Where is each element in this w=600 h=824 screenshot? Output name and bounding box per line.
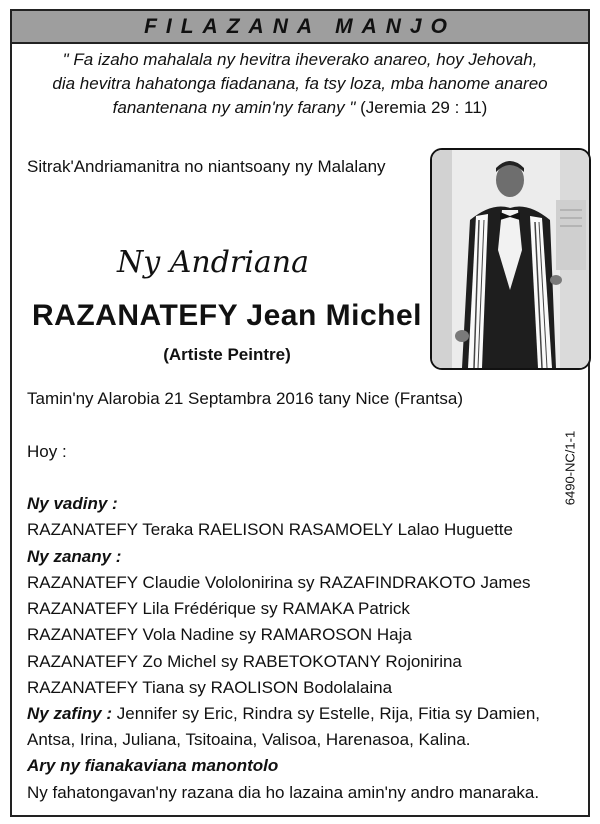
deceased-title: (Artiste Peintre) [163, 345, 291, 364]
child-line: RAZANATEFY Tiana sy RAOLISON Bodolalaina [27, 678, 393, 697]
death-notice: Tamin'ny Alarobia 21 Septambra 2016 tany Nice (Frantsa) [27, 389, 464, 408]
verse-line-3: fanantenana ny amin'ny farany " [112, 98, 356, 117]
grandchildren-names-2: Antsa, Irina, Juliana, Tsitoaina, Valisoa, Harenasoa, Kalina. [27, 730, 471, 749]
honorific-script: Ny Andriana [117, 245, 309, 280]
closing-note: Ny fahatongavan'ny razana dia ho lazaina amin'ny andro manaraka. [27, 783, 540, 802]
verse-line-1: " Fa izaho mahalala ny hevitra iheverako anareo, hoy Jehovah, [62, 50, 538, 69]
spouse-name: RAZANATEFY Teraka RAELISON RASAMOELY Lalao Huguette [27, 520, 513, 539]
grandchildren-names-1: Jennifer sy Eric, Rindra sy Estelle, Rija, Fitia sy Damien, [112, 704, 540, 723]
hoy-label: Hoy : [27, 442, 67, 461]
notice-frame [10, 9, 590, 817]
child-line: RAZANATEFY Lila Frédérique sy RAMAKA Patrick [27, 599, 410, 618]
children-heading: Ny zanany : [27, 547, 122, 566]
verse-reference: (Jeremia 29 : 11) [355, 98, 488, 117]
ad-reference-text: 6490-NC/1-1 [562, 430, 578, 506]
child-line: RAZANATEFY Vola Nadine sy RAMAROSON Haja [27, 625, 412, 644]
grandchildren-heading: Ny zafiny : [27, 704, 113, 723]
portrait-photo [430, 148, 591, 370]
intro-text: Sitrak'Andriamanitra no niantsoany ny Malalany [27, 157, 386, 176]
bible-verse [20, 48, 580, 120]
child-line: RAZANATEFY Claudie Vololonirina sy RAZAFINDRAKOTO James [27, 573, 531, 592]
portrait-illustration [432, 150, 589, 368]
verse-line-2: dia hevitra hahatonga fiadanana, fa tsy loza, mba hanome anareo [52, 74, 548, 93]
notice-title: FILAZANA MANJO [144, 14, 456, 38]
grandchildren-line-1 [27, 703, 540, 725]
spouse-heading: Ny vadiny : [27, 494, 118, 513]
header-band [12, 11, 588, 44]
child-line: RAZANATEFY Zo Michel sy RABETOKOTANY Rojonirina [27, 652, 462, 671]
ad-reference [560, 413, 580, 523]
relatives-heading: Ary ny fianakaviana manontolo [27, 756, 279, 775]
deceased-name: RAZANATEFY Jean Michel [32, 299, 422, 332]
